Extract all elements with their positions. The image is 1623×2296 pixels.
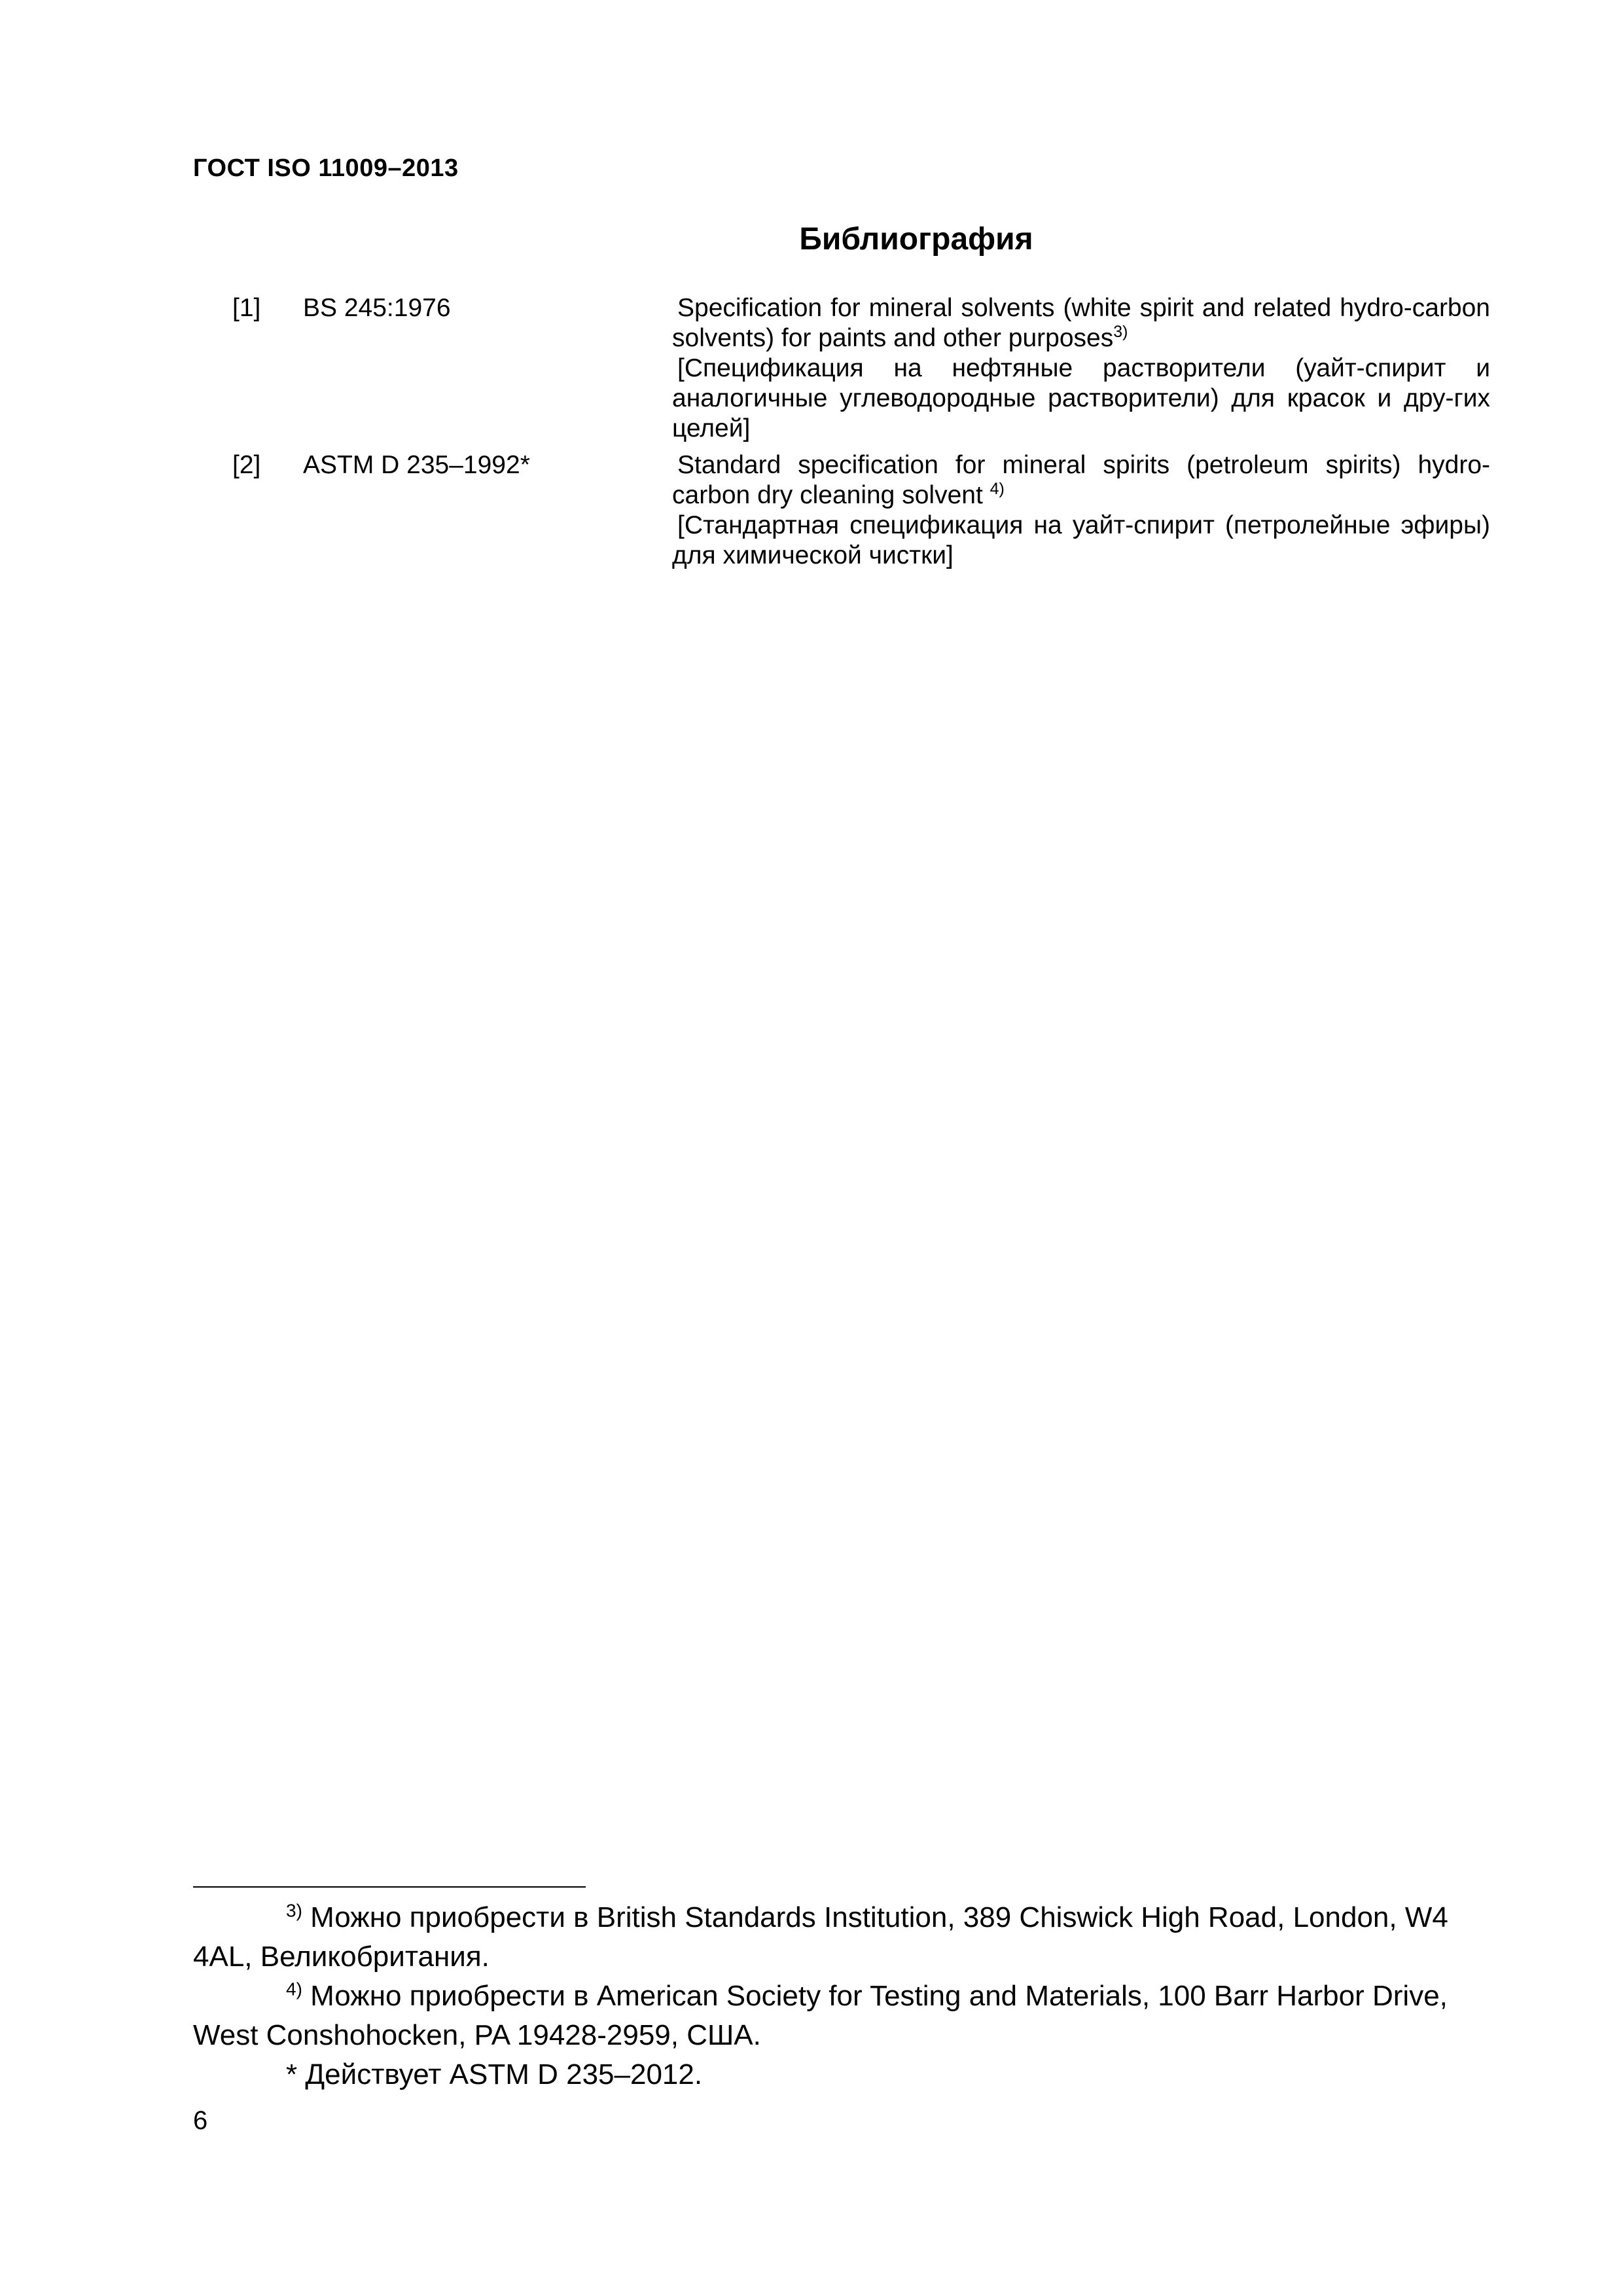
standard-code: BS 245:1976 (303, 294, 451, 322)
section-title: Библиография (799, 222, 1033, 257)
title-english-text: Specification for mineral solvents (white spirit and related hydro-carbon solvents) for paints and other purposes (672, 294, 1490, 352)
footnote-text: Действует ASTM D 235–2012. (297, 2058, 703, 2090)
title-english (672, 450, 1490, 511)
title-english-text: Standard specification for mineral spirits (petroleum spirits) hydro-carbon dry cleaning solvent (672, 451, 1490, 509)
page-number: 6 (193, 2106, 208, 2135)
entry-description (672, 450, 1490, 571)
footnote-ref: 3) (1113, 323, 1128, 341)
footnote-mark: 3) (286, 1900, 302, 1921)
footnote-4 (193, 1977, 1495, 2055)
footnote-text: Можно приобрести в British Standards Institution, 389 Chiswick High Road, London, W4 4AL, Великобритания. (193, 1901, 1448, 1973)
entry-description (672, 293, 1490, 444)
running-header: ГОСТ ISO 11009–2013 (193, 154, 459, 182)
footnote-mark: 4) (286, 1979, 302, 2000)
title-english (672, 293, 1490, 353)
footnote-text: Можно приобрести в American Society for Testing and Materials, 100 Barr Harbor Drive, West Conshohocken, PA 19428-2959, США. (193, 1980, 1448, 2051)
footnote-asterisk (193, 2055, 1495, 2094)
standard-code: ASTM D 235–1992* (303, 451, 530, 479)
title-russian: [Стандартная спецификация на уайт-спирит (петролейные эфиры) для химической чистки] (672, 511, 1490, 569)
footnotes (193, 1898, 1495, 2094)
title-russian: [Спецификация на нефтяные растворители (уайт-спирит и аналогичные углеводородные растворители) для красок и дру-гих целей] (672, 354, 1490, 442)
footnote-3 (193, 1898, 1495, 1977)
footnote-divider (193, 1886, 586, 1888)
footnote-ref: 4) (990, 480, 1005, 498)
entry-number: [2] (232, 451, 261, 479)
entry-number: [1] (232, 294, 261, 322)
footnote-mark: * (286, 2058, 298, 2090)
